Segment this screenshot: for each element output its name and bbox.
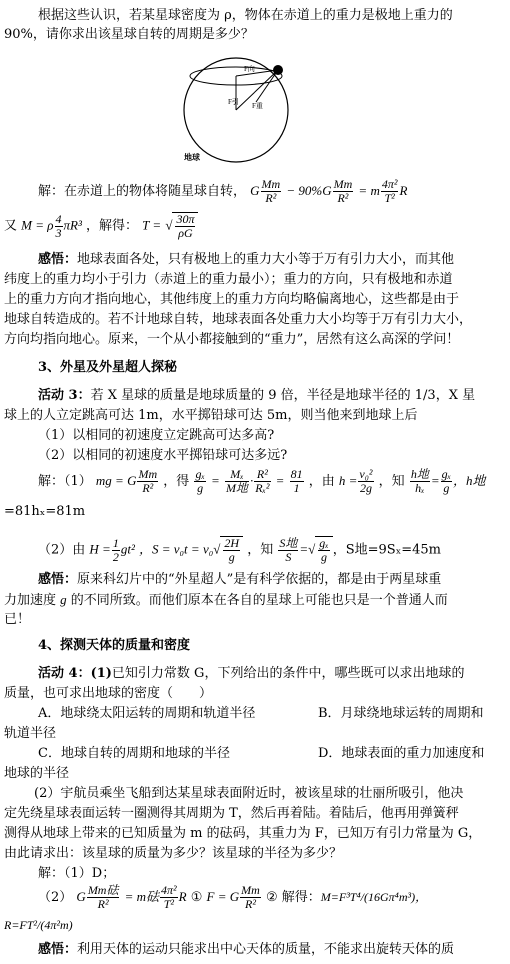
frac-den: g bbox=[443, 481, 450, 495]
frac-h-ratio bbox=[410, 468, 430, 495]
insight-1-line-1 bbox=[38, 250, 454, 269]
frac-mm-r2 bbox=[87, 884, 120, 911]
frac-den: T² bbox=[163, 897, 174, 911]
frac-den: g bbox=[321, 550, 327, 564]
option-c: C．地球自转的周期和地球的半径 bbox=[38, 746, 230, 761]
frac-den: 2 bbox=[112, 549, 119, 564]
insight-1-line-3: 上的重力方向才指向地心，其他纬度上的重力方向均略偏离地心，这些都是由于 bbox=[4, 292, 460, 307]
frac-mm-r2-b bbox=[240, 884, 261, 911]
answer-prefix: （2）由 bbox=[38, 542, 86, 558]
text-by: ，由 bbox=[308, 474, 335, 489]
eq-sign: = bbox=[299, 541, 309, 557]
eq-h-tail: ，h地 bbox=[453, 473, 486, 488]
frac-num: Mₓ bbox=[225, 468, 249, 482]
eq-m: = m bbox=[358, 183, 380, 198]
sqrt-gx-g: √ $\frac{\text{gₓ}}{g}$ bbox=[308, 536, 333, 564]
frac-4pi-t2 bbox=[160, 884, 178, 911]
activity-4-line-1 bbox=[38, 664, 464, 683]
insight-g: g bbox=[60, 592, 67, 607]
frac-den: S bbox=[285, 549, 292, 564]
solution-1-prefix: 解：在赤道上的物体将随星球自转， bbox=[38, 184, 247, 199]
solution-1-equation bbox=[38, 178, 407, 205]
earth-gravity-figure bbox=[168, 52, 318, 164]
frac-den: 1 bbox=[293, 481, 300, 495]
frac-mm-r2-b bbox=[333, 178, 354, 205]
frac-num: h地 bbox=[410, 467, 429, 481]
insight-label: 感悟： bbox=[38, 942, 78, 957]
eq-H: H = bbox=[89, 541, 111, 557]
text-you: 又 bbox=[4, 218, 18, 234]
frac-num: 2H bbox=[224, 536, 240, 550]
answer-prefix: 解：（1） bbox=[38, 474, 92, 489]
frac-num: gₓ bbox=[319, 536, 329, 550]
frac-num: 4π² bbox=[161, 883, 177, 897]
activity-4-line-2: 质量，也可求出地球的密度（ ） bbox=[4, 686, 213, 701]
insight-label: 感悟： bbox=[38, 252, 78, 267]
activity-label: 活动 3： bbox=[38, 388, 91, 403]
answer-prefix: （2） bbox=[38, 890, 73, 905]
option-d-cont: 地球的半径 bbox=[4, 766, 70, 781]
s-result: ，S地=9Sₓ=45m bbox=[332, 542, 441, 558]
frac-num: 30π bbox=[176, 212, 195, 226]
eq-g: G bbox=[250, 183, 260, 198]
frac-num: Mm砝 bbox=[87, 883, 119, 897]
eq-sign-3: = bbox=[430, 473, 440, 488]
label-fg: F引 bbox=[228, 98, 239, 106]
eq-r: R bbox=[399, 183, 408, 198]
insight-text: 原来科幻片中的“外星超人”是有科学依据的，都是由于两星球重 bbox=[77, 572, 442, 587]
frac-gx-g bbox=[194, 468, 205, 495]
activity-3-line-2: 球上的人立定跳高可达 1m，水平掷铅球可达 5m，则当他来到地球上后 bbox=[4, 408, 418, 423]
solution-1-density bbox=[4, 212, 198, 240]
sqrt-2h-g: √ $\frac{2H}{g}$ bbox=[213, 536, 243, 564]
problem-2-line-2: 定先绕星球表面运转一圈测得其周期为 T，然后再着陆。着陆后，他再用弹簧秤 bbox=[4, 806, 459, 821]
insight-1-line-5: 方向均指向地心。原来，一个从小都接触到的“重力”，居然有这么高深的学问！ bbox=[4, 332, 460, 347]
frac-num: gₓ bbox=[441, 467, 452, 481]
frac-den: R² bbox=[265, 191, 277, 205]
option-b-cont: 轨道半径 bbox=[4, 726, 57, 741]
frac-den: 2g bbox=[359, 481, 372, 495]
eq-F: F = G bbox=[206, 889, 240, 904]
activity-label: 活动 4：(1) bbox=[38, 666, 112, 681]
frac-den: 3 bbox=[55, 225, 62, 240]
label-fn: F向 bbox=[244, 65, 255, 73]
frac-mx-m bbox=[225, 468, 249, 495]
option-b: B．月球绕地球运转的周期和 bbox=[318, 706, 484, 721]
frac-mm-r2 bbox=[261, 178, 282, 205]
frac-num: Mm bbox=[333, 177, 353, 191]
frac-num: S地 bbox=[279, 535, 298, 550]
frac-mm-r2 bbox=[137, 468, 158, 495]
section-3-title: 3、外星及外星超人探秘 bbox=[38, 360, 178, 375]
text-solve: 解得： bbox=[281, 890, 321, 905]
eq-t: T = bbox=[142, 217, 162, 233]
eq-mg: mg = G bbox=[95, 473, 137, 488]
insight-3-line-1 bbox=[38, 940, 454, 959]
frac-den: ρG bbox=[178, 226, 193, 240]
weight-vector bbox=[256, 70, 278, 102]
eq-sign-2: = bbox=[275, 473, 285, 488]
frac-den: g bbox=[197, 481, 204, 495]
frac-den: hₓ bbox=[415, 481, 425, 495]
r-result: R=FT²/(4π²m) bbox=[4, 918, 73, 932]
frac-num: gₓ bbox=[195, 467, 205, 481]
insight-1-line-4: 地球自转造成的。若不计地球自转，地球表面各处重力大小均等于万有引力大小， bbox=[4, 312, 473, 327]
frac-g-ratio bbox=[441, 468, 452, 495]
frac-num: Mm bbox=[241, 883, 260, 897]
frac-num: 81 bbox=[290, 467, 303, 481]
label-fz: F重 bbox=[252, 102, 263, 110]
object-dot bbox=[273, 65, 283, 75]
circle-2: ② bbox=[265, 890, 278, 905]
activity-3-question-1: （1）以相同的初速度立定跳高可达多高? bbox=[38, 428, 275, 443]
eq-R: R bbox=[178, 889, 187, 904]
insight-1-line-2: 纬度上的重力均小于引力（赤道上的重力最小）；重力的方向，只有极地和赤道 bbox=[4, 272, 453, 287]
intro-line-1: 根据这些认识，若某星球密度为 ρ，物体在赤道上的重力是极地上重力的 bbox=[38, 8, 453, 23]
eq-m: = m砝 bbox=[124, 889, 160, 904]
eq-gt2: gt² bbox=[120, 541, 135, 557]
frac-s-ratio bbox=[278, 537, 298, 564]
sqrt-frac bbox=[223, 537, 240, 564]
text-get: ，得 bbox=[163, 474, 190, 489]
frac-den: M地 bbox=[225, 481, 248, 495]
insight-label: 感悟： bbox=[38, 572, 78, 587]
insight-2-line-1 bbox=[38, 570, 441, 589]
eq-pir3: πR³ bbox=[63, 217, 82, 233]
frac-num: Mm bbox=[261, 177, 281, 191]
activity-3-answer-1 bbox=[38, 468, 486, 495]
circle-1: ① bbox=[190, 890, 203, 905]
frac-den: R² bbox=[245, 897, 256, 911]
sqrt-frac bbox=[318, 537, 329, 564]
dot: · bbox=[249, 473, 254, 488]
problem-2-line-4: 由此请求出：该星球的质量为多少？该星球的半径为多少？ bbox=[4, 846, 343, 861]
frac-den: T² bbox=[384, 191, 395, 205]
problem-2-line-1: (2）宇航员乘坐飞船到达某星球表面附近时，被该星球的壮丽所吸引，他决 bbox=[34, 786, 464, 801]
intro-line-2: 90%，请你求出该星球自转的周期是多少？ bbox=[4, 27, 254, 42]
sqrt-frac bbox=[175, 213, 195, 240]
insight-2-line-2 bbox=[4, 590, 448, 610]
sqrt-30pi-rhog: √ $\frac{30\pi}{\rho G}$ bbox=[165, 212, 198, 240]
frac-4-3 bbox=[55, 213, 63, 240]
insight-text: 利用天体的运动只能求出中心天体的质量，不能求出旋转天体的质 bbox=[77, 942, 455, 957]
eq-h: h = bbox=[338, 473, 358, 488]
activity-text: 已知引力常数 G，下列给出的条件中，哪些既可以求出地球的 bbox=[111, 666, 465, 681]
activity-3-line-1 bbox=[38, 386, 475, 405]
option-d: D．地球表面的重力加速度和 bbox=[318, 746, 485, 761]
eq-S: ，S = v₀t = v₀ bbox=[139, 541, 214, 557]
text-solve: ，解得： bbox=[86, 218, 139, 234]
m-result: M=F³T⁴/(16Gπ⁴m³)， bbox=[320, 890, 428, 904]
label-earth: 地球 bbox=[184, 153, 200, 162]
frac-num: Mm bbox=[138, 467, 158, 481]
activity-3-answer-2 bbox=[38, 536, 441, 564]
frac-r2-rx2 bbox=[254, 468, 270, 495]
frac-half bbox=[112, 537, 120, 564]
eq-m-rho: M = ρ bbox=[21, 217, 54, 233]
frac-den: g bbox=[228, 550, 235, 564]
text-know: ，知 bbox=[378, 474, 405, 489]
frac-v02-2g bbox=[358, 468, 373, 495]
section-4-title: 4、探测天体的质量和密度 bbox=[38, 638, 191, 653]
frac-num: 4 bbox=[55, 211, 62, 226]
eq-G: G bbox=[76, 889, 86, 904]
frac-4pi-t2 bbox=[381, 178, 399, 205]
eq-sign: = bbox=[211, 473, 220, 488]
frac-den: R² bbox=[337, 191, 349, 205]
insight-text-b: 的不同所致。而他们原本在各自的星球上可能也只是一个普通人而 bbox=[70, 593, 448, 608]
frac-81-1 bbox=[290, 468, 304, 495]
frac-num: 4π² bbox=[381, 177, 398, 191]
frac-den: R² bbox=[97, 897, 109, 911]
option-a: A．地球绕太阳运转的周期和轨道半径 bbox=[38, 706, 256, 721]
frac-num: 1 bbox=[112, 535, 119, 550]
answer-4-1: 解：（1）D； bbox=[38, 866, 116, 881]
eq-minus: − 90%G bbox=[286, 183, 332, 198]
insight-text-a: 力加速度 bbox=[4, 593, 57, 608]
activity-text: 若 X 星球的质量是地球质量的 9 倍，半径是地球半径的 1/3，X 星 bbox=[90, 388, 476, 403]
text-know: ，知 bbox=[247, 542, 274, 558]
answer-4-2 bbox=[38, 884, 427, 911]
insight-text: 地球表面各处，只有极地上的重力大小等于万有引力大小，而其他 bbox=[77, 252, 455, 267]
frac-den: R² bbox=[142, 481, 154, 495]
activity-3-question-2: （2）以相同的初速度水平掷铅球可达多远? bbox=[38, 448, 288, 463]
frac-num: v₀² bbox=[359, 467, 373, 481]
insight-2-line-3: 已！ bbox=[4, 612, 31, 627]
problem-2-line-3: 测得从地球上带来的已知质量为 m 的砝码，其重力为 F，已知万有引力常量为 G， bbox=[4, 826, 482, 841]
activity-3-result-1: =81hₓ=81m bbox=[4, 504, 86, 519]
frac-num: R² bbox=[254, 468, 270, 482]
frac-den: Rₓ² bbox=[255, 481, 270, 495]
